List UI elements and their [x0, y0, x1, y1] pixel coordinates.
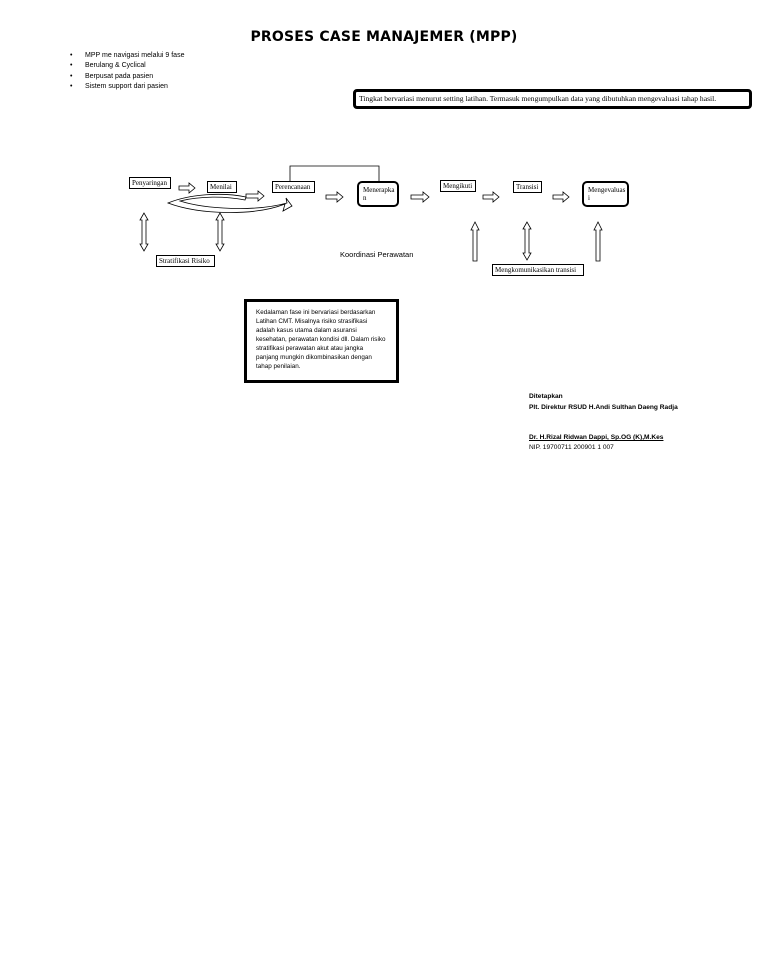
arrow-right-icon	[179, 183, 195, 193]
arrow-right-icon	[553, 192, 569, 202]
node-mengevaluasi: Mengevaluas i	[582, 181, 629, 207]
curved-return-arrow-icon	[168, 194, 292, 212]
node-mengikuti: Mengikuti	[440, 180, 476, 192]
arrow-up-icon	[594, 222, 602, 261]
node-perencanaan: Perencanaan	[272, 181, 315, 193]
arrow-right-icon	[483, 192, 499, 202]
double-arrow-vertical-icon	[523, 222, 531, 260]
double-arrow-vertical-icon	[140, 213, 148, 251]
node-penyaringan: Penyaringan	[129, 177, 171, 189]
arrow-right-icon	[326, 192, 343, 202]
node-transisi: Transisi	[513, 181, 542, 193]
bullet-item: • Berpusat pada pasien	[70, 72, 184, 82]
double-arrow-vertical-icon	[216, 213, 224, 251]
koordinasi-label: Koordinasi Perawatan	[340, 250, 414, 259]
signature-name: Dr. H.Rizal Ridwan Dappi, Sp.OG (K),M.Kes	[529, 434, 664, 441]
arrow-right-icon	[246, 191, 264, 201]
bullet-item: • Berulang & Cyclical	[70, 61, 184, 71]
arrow-right-icon	[411, 192, 429, 202]
bullet-item: • Sistem support dari pasien	[70, 82, 184, 92]
signature-position: Plt. Direktur RSUD H.Andi Sulthan Daeng Radja	[529, 404, 678, 411]
node-menerapkan: Menerapka n	[357, 181, 399, 207]
node-menilai: Menilai	[207, 181, 237, 193]
signature-nip: NIP. 19700711 200901 1 007	[529, 444, 614, 451]
signature-ditetapkan: Ditetapkan	[529, 393, 563, 400]
arrow-up-icon	[471, 222, 479, 261]
callout-box: Tingkat bervariasi menurut setting latihan. Termasuk mengumpulkan data yang dibutuhkan mengevaluasi tahap hasil.	[353, 89, 752, 109]
node-mengkomunikasikan-transisi: Mengkomunikasikan transisi	[492, 264, 584, 276]
page-title: PROSES CASE MANAJEMER (MPP)	[250, 29, 518, 45]
bullet-item: • MPP me navigasi melalui 9 fase	[70, 51, 184, 61]
node-stratifikasi-risiko: Stratifikasi Risiko	[156, 255, 215, 267]
note-box: Kedalaman fase ini bervariasi berdasarkan Latihan CMT. Misalnya risiko strasifikasi adalah kasus utama dalam asuransi kesehatan, perawatan kondisi dll. Dalam risiko stratifikasi perawatan akut atau jangka panjang mungkin dikombinasikan dengan tahap penilaian.	[244, 299, 399, 383]
